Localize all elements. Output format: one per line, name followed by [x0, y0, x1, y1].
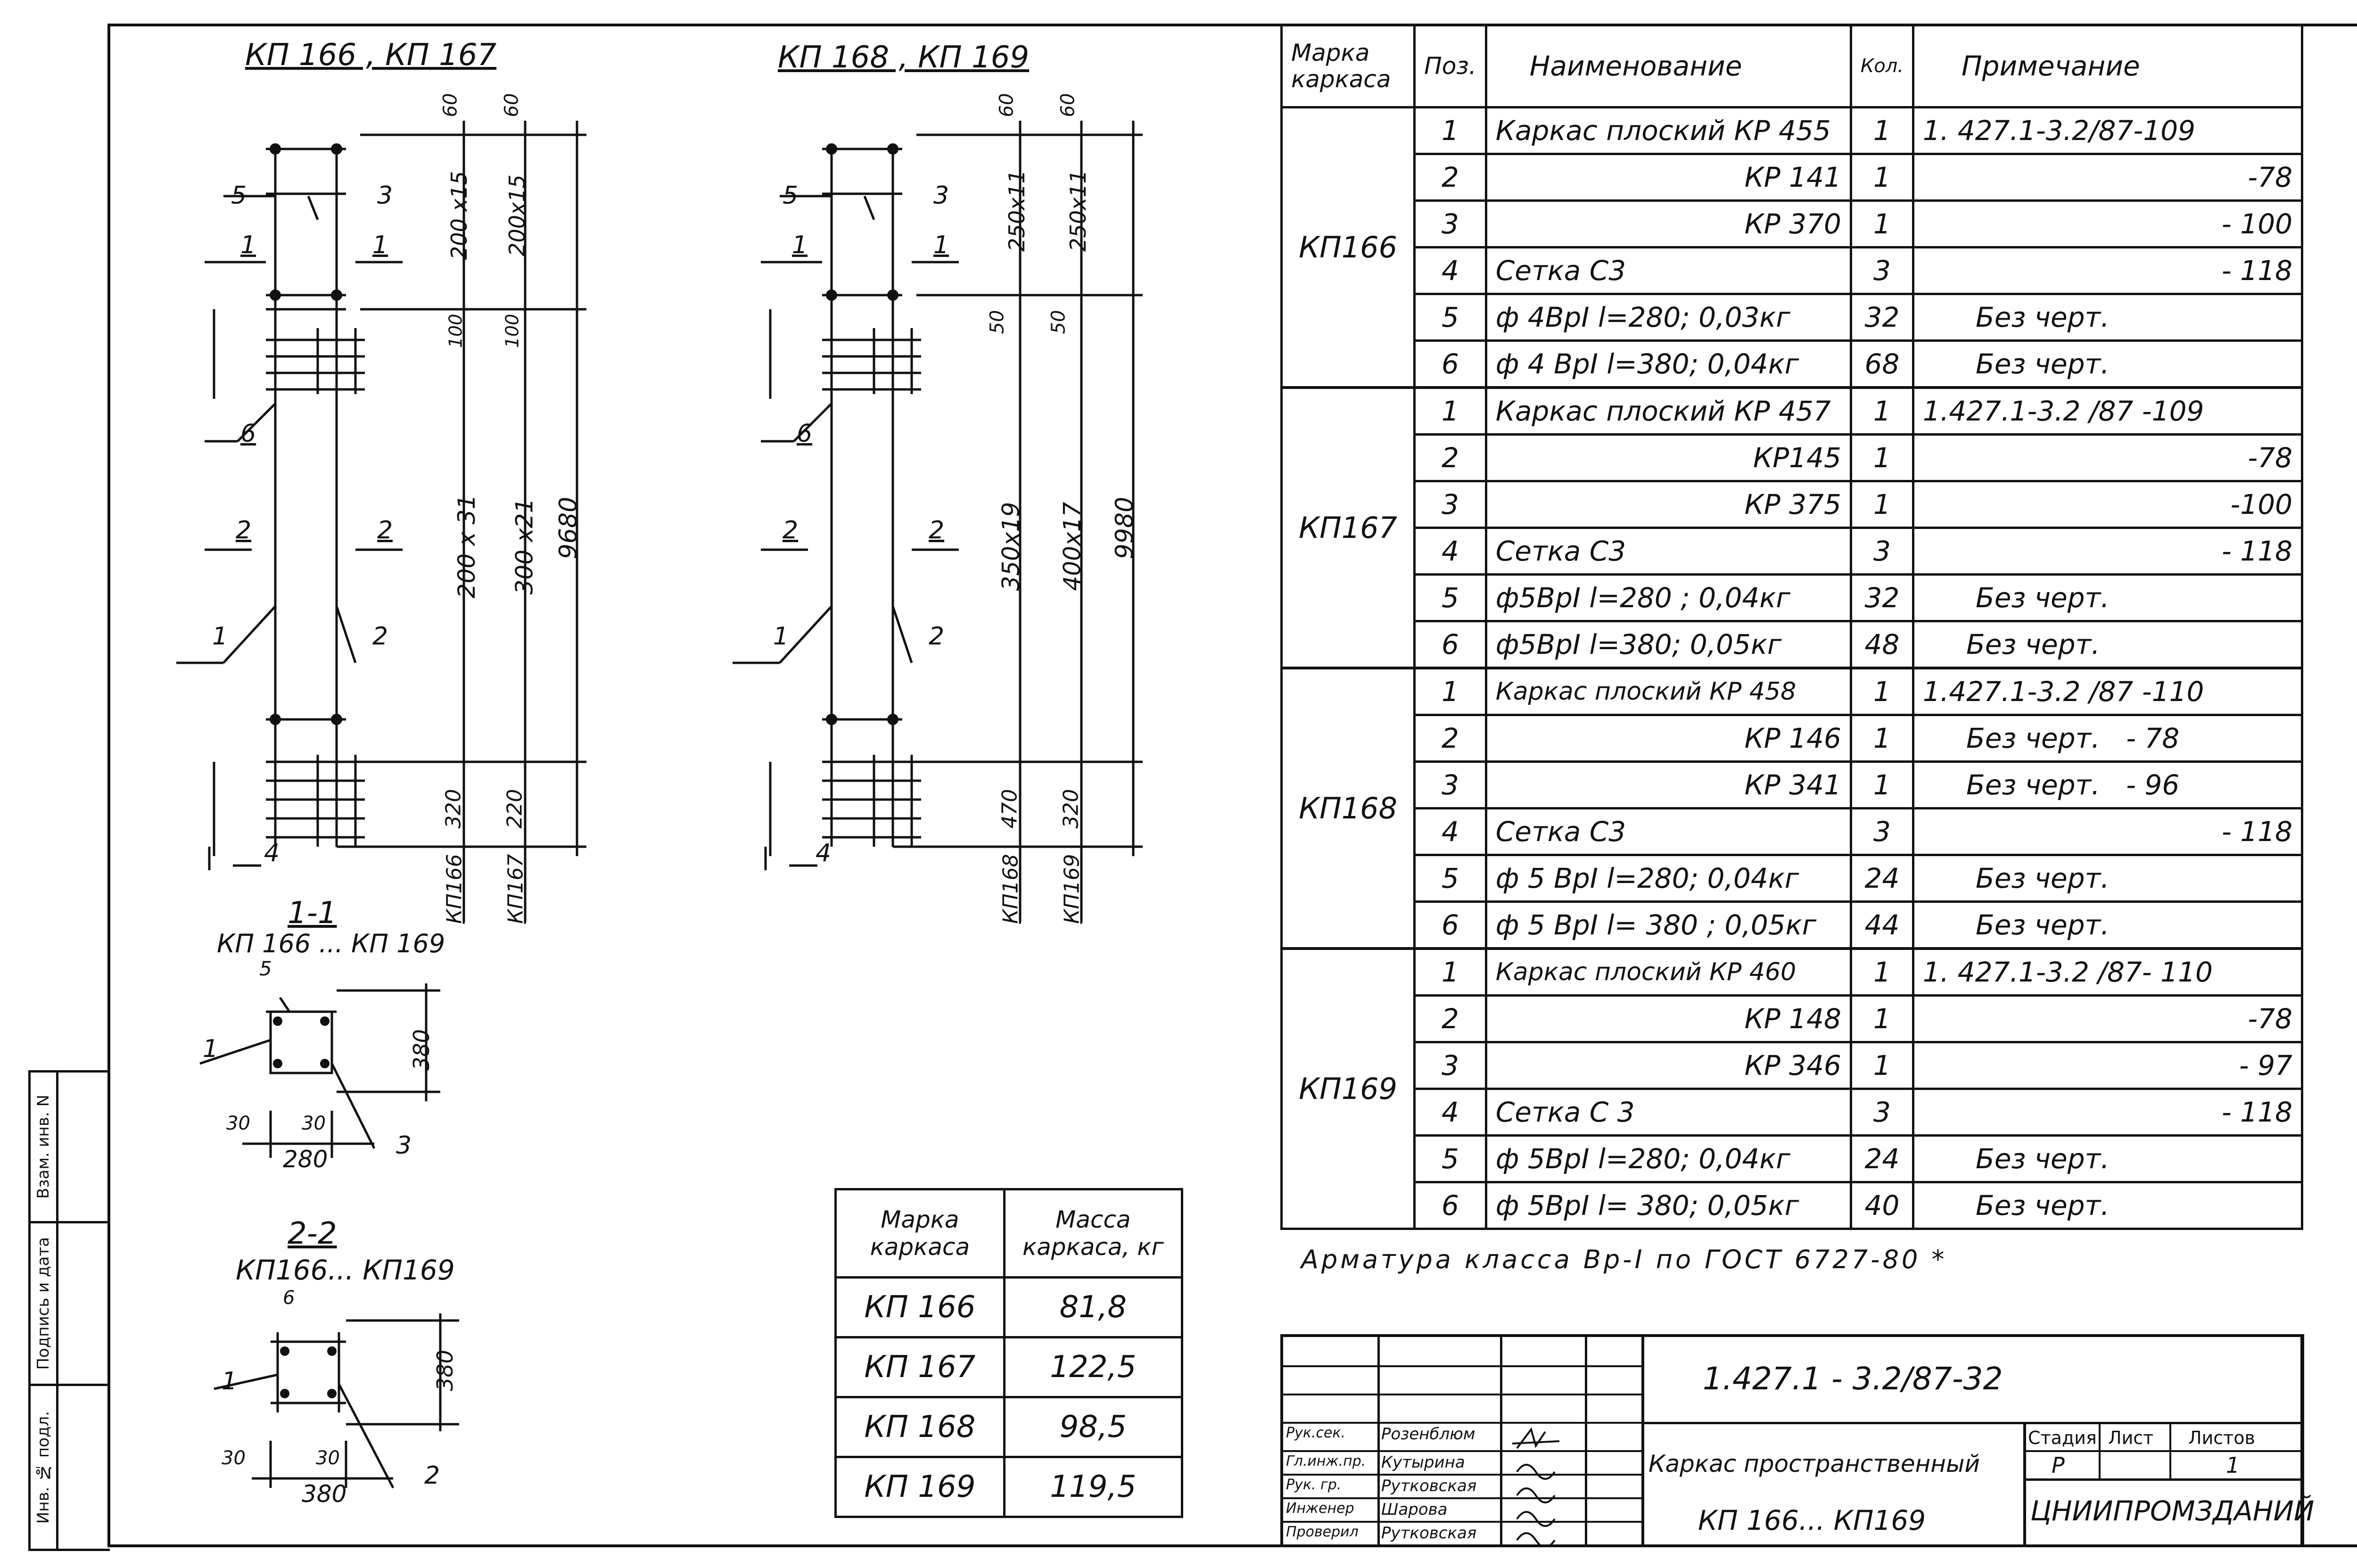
right-callout-5: 5 — [783, 182, 799, 210]
spec-qty: 1 — [1851, 435, 1913, 481]
spec-name: КР 141 — [1486, 154, 1851, 201]
left-dim-rows-a: 200 х15 — [446, 171, 472, 260]
left-callout-3: 3 — [377, 182, 393, 210]
stamp-person-5: Рутковская — [1381, 1524, 1477, 1543]
spec-row — [1282, 528, 2302, 575]
spec-name: КР 346 — [1486, 1042, 1851, 1089]
left-callout-1a: 1 — [240, 231, 256, 259]
spec-pos: 1 — [1415, 668, 1486, 715]
spec-note: Без черт. — [1913, 1136, 2302, 1182]
spec-name: Каркас плоский КР 460 — [1486, 949, 1851, 996]
spec-row — [1282, 1042, 2302, 1089]
spec-qty: 24 — [1851, 855, 1913, 902]
stamp-role-3: Рук. гр. — [1286, 1477, 1342, 1493]
spec-name: КР 148 — [1486, 996, 1851, 1042]
stamp-role-1: Рук.сек. — [1286, 1425, 1346, 1441]
spec-row — [1282, 248, 2302, 294]
section11-c2: 30 — [302, 1113, 326, 1134]
section22-callout-6: 6 — [283, 1287, 295, 1309]
spec-note: Без черт. — [1913, 621, 2302, 668]
spec-note: Без черт. - 78 — [1913, 715, 2302, 762]
spec-note: -100 — [1913, 481, 2302, 528]
spec-qty: 40 — [1851, 1182, 1913, 1229]
right-dim-bot-b: 320 — [1059, 789, 1083, 829]
spec-note: 1.427.1-3.2 /87 -109 — [1913, 388, 2302, 435]
spec-qty: 68 — [1851, 341, 1913, 388]
spec-row — [1282, 294, 2302, 341]
spec-note: -78 — [1913, 996, 2302, 1042]
spec-pos: 4 — [1415, 248, 1486, 294]
side-label-inventory: Инв. № подл. — [34, 1411, 53, 1524]
left-callout-2b: 2 — [377, 516, 393, 545]
stamp-sheets-label: Листов — [2188, 1428, 2255, 1448]
spec-group-mark: КП168 — [1282, 668, 1415, 949]
mass-row — [836, 1397, 1182, 1457]
mass-mark: КП 169 — [836, 1457, 1005, 1517]
stamp-document-code: 1.427.1 - 3.2/87-32 — [1703, 1361, 2003, 1397]
section11-title: 1-1 — [288, 896, 337, 931]
section22-height: 380 — [432, 1350, 458, 1391]
spec-row — [1282, 668, 2302, 715]
spec-note: - 100 — [1913, 201, 2302, 248]
spec-note: 1. 427.1-3.2/87-109 — [1913, 107, 2302, 154]
spec-note: Без черт. - 96 — [1913, 762, 2302, 809]
spec-pos: 4 — [1415, 1089, 1486, 1136]
left-dim-top-a: 60 — [439, 93, 462, 117]
spec-note: Без черт. — [1913, 1182, 2302, 1229]
spec-header-qty: Кол. — [1851, 25, 1913, 107]
spec-note: - 118 — [1913, 1089, 2302, 1136]
spec-row — [1282, 388, 2302, 435]
spec-qty: 3 — [1851, 248, 1913, 294]
spec-name: Каркас плоский КР 458 — [1486, 668, 1851, 715]
left-cage-title: КП 166 , КП 167 — [245, 38, 497, 73]
spec-row — [1282, 154, 2302, 201]
spec-header-pos: Поз. — [1415, 25, 1486, 107]
section22-c1: 30 — [222, 1447, 246, 1469]
spec-row — [1282, 107, 2302, 154]
section11-width: 280 — [283, 1146, 328, 1173]
mass-row — [836, 1457, 1182, 1517]
right-callout-1a: 1 — [792, 231, 808, 259]
spec-group-mark: КП167 — [1282, 388, 1415, 668]
spec-name: КР 370 — [1486, 201, 1851, 248]
spec-name: Сетка С 3 — [1486, 1089, 1851, 1136]
spec-row — [1282, 949, 2302, 996]
spec-note: - 118 — [1913, 248, 2302, 294]
spec-note: - 97 — [1913, 1042, 2302, 1089]
mass-value: 119,5 — [1004, 1457, 1182, 1517]
left-dim-rows-b: 200х15 — [504, 174, 530, 256]
spec-note: Без черт. — [1913, 294, 2302, 341]
right-mark-a: КП168 — [998, 854, 1023, 924]
spec-pos: 3 — [1415, 762, 1486, 809]
spec-name: КР 146 — [1486, 715, 1851, 762]
spec-pos: 5 — [1415, 855, 1486, 902]
spec-pos: 1 — [1415, 388, 1486, 435]
spec-row — [1282, 201, 2302, 248]
right-callout-2c: 2 — [929, 622, 945, 651]
right-callout-3: 3 — [933, 182, 949, 210]
spec-row — [1282, 1089, 2302, 1136]
spec-qty: 32 — [1851, 294, 1913, 341]
section22-callout-2: 2 — [424, 1461, 440, 1490]
mass-mark: КП 167 — [836, 1337, 1005, 1397]
mass-header-mass: Масса каркаса, кг — [1004, 1189, 1182, 1278]
mass-header-row — [836, 1189, 1182, 1278]
spec-name: КР145 — [1486, 435, 1851, 481]
spec-qty: 1 — [1851, 107, 1913, 154]
section22-callout-1: 1 — [222, 1367, 238, 1395]
spec-qty: 1 — [1851, 762, 1913, 809]
mass-header-mark: Марка каркаса — [836, 1189, 1005, 1278]
side-label-signature: Подпись и дата — [34, 1237, 53, 1370]
spec-row — [1282, 481, 2302, 528]
spec-pos: 2 — [1415, 154, 1486, 201]
spec-name: ф 5 ВрI l=280; 0,04кг — [1486, 855, 1851, 902]
side-stamp — [28, 1070, 110, 1551]
spec-qty: 1 — [1851, 388, 1913, 435]
stamp-role-5: Проверил — [1286, 1524, 1359, 1540]
stamp-person-1: Розенблюм — [1381, 1425, 1475, 1444]
spec-qty: 1 — [1851, 949, 1913, 996]
section11-callout-5: 5 — [259, 957, 272, 980]
spec-note: 1.427.1-3.2 /87 -110 — [1913, 668, 2302, 715]
spec-name: КР 375 — [1486, 481, 1851, 528]
right-dim-gap-a: 50 — [986, 310, 1008, 334]
left-dim-total: 9680 — [554, 496, 583, 560]
left-callout-2a: 2 — [236, 516, 252, 545]
spec-row — [1282, 1182, 2302, 1229]
spec-pos: 5 — [1415, 294, 1486, 341]
section22-c2: 30 — [316, 1447, 340, 1469]
spec-name: ф5ВрI l=380; 0,05кг — [1486, 621, 1851, 668]
right-mark-b: КП169 — [1060, 854, 1084, 924]
spec-name: Сетка С3 — [1486, 248, 1851, 294]
stamp-sheets-value: 1 — [2226, 1452, 2240, 1478]
left-dim-top-b: 60 — [501, 93, 523, 117]
mass-value: 81,8 — [1004, 1278, 1182, 1337]
spec-pos: 4 — [1415, 809, 1486, 855]
spec-name: ф5ВрI l=280 ; 0,04кг — [1486, 575, 1851, 621]
spec-name: ф 5 ВрI l= 380 ; 0,05кг — [1486, 902, 1851, 949]
spec-qty: 24 — [1851, 1136, 1913, 1182]
section11-c1: 30 — [226, 1113, 250, 1134]
side-label-exchange: Взам. инв. N — [34, 1095, 53, 1199]
stamp-organization: ЦНИИПРОМЗДАНИЙ — [2030, 1495, 2315, 1527]
spec-header-mark: Марка каркаса — [1282, 25, 1415, 107]
right-callout-4: 4 — [816, 839, 832, 867]
spec-pos: 5 — [1415, 575, 1486, 621]
right-dim-rows-b: 250х11 — [1065, 170, 1091, 252]
spec-name: КР 341 — [1486, 762, 1851, 809]
spec-note: - 118 — [1913, 809, 2302, 855]
spec-row — [1282, 902, 2302, 949]
spec-qty: 1 — [1851, 996, 1913, 1042]
left-callout-1b: 1 — [372, 231, 388, 259]
section22-width: 380 — [302, 1480, 347, 1508]
spec-note: Без черт. — [1913, 902, 2302, 949]
section22-title: 2-2 — [288, 1216, 337, 1251]
left-callout-5: 5 — [231, 182, 247, 210]
left-dim-span-a: 200 х 31 — [453, 494, 481, 599]
mass-row — [836, 1337, 1182, 1397]
section11-height: 380 — [408, 1029, 434, 1071]
spec-pos: 4 — [1415, 528, 1486, 575]
spec-qty: 1 — [1851, 1042, 1913, 1089]
spec-note: 1. 427.1-3.2 /87- 110 — [1913, 949, 2302, 996]
mass-table — [834, 1188, 1183, 1518]
right-callout-6: 6 — [797, 420, 813, 448]
spec-qty: 32 — [1851, 575, 1913, 621]
spec-row — [1282, 575, 2302, 621]
section11-callout-1: 1 — [203, 1035, 219, 1063]
spec-pos: 3 — [1415, 201, 1486, 248]
spec-row — [1282, 996, 2302, 1042]
spec-group-mark: КП169 — [1282, 949, 1415, 1229]
title-block — [1280, 1334, 2315, 1547]
spec-pos: 6 — [1415, 621, 1486, 668]
spec-row — [1282, 435, 2302, 481]
stamp-stage-value: Р — [2052, 1452, 2065, 1478]
spec-header-note: Примечание — [1913, 25, 2302, 107]
spec-note: Без черт. — [1913, 341, 2302, 388]
spec-row — [1282, 762, 2302, 809]
left-dim-gap-a: 100 — [445, 314, 466, 348]
right-callout-1c: 1 — [773, 622, 789, 651]
spec-row — [1282, 1136, 2302, 1182]
left-mark-b: КП167 — [503, 854, 528, 924]
spec-qty: 1 — [1851, 154, 1913, 201]
spec-pos: 5 — [1415, 1136, 1486, 1182]
spec-pos: 1 — [1415, 949, 1486, 996]
spec-header-row — [1282, 25, 2302, 107]
spec-name: Сетка С3 — [1486, 809, 1851, 855]
spec-pos: 3 — [1415, 1042, 1486, 1089]
stamp-role-2: Гл.инж.пр. — [1286, 1453, 1366, 1469]
spec-pos: 3 — [1415, 481, 1486, 528]
right-dim-span-b: 400х17 — [1058, 502, 1086, 591]
mass-mark: КП 168 — [836, 1397, 1005, 1457]
stamp-sheet-label: Лист — [2108, 1428, 2154, 1448]
right-callout-1b: 1 — [933, 231, 949, 259]
section22-subtitle: КП166... КП169 — [236, 1254, 455, 1286]
right-callout-2a: 2 — [783, 516, 799, 545]
spec-note: -78 — [1913, 435, 2302, 481]
left-callout-6: 6 — [240, 420, 256, 448]
stamp-title-line2: КП 166... КП169 — [1698, 1504, 1926, 1536]
spec-note: -78 — [1913, 154, 2302, 201]
spec-qty: 1 — [1851, 715, 1913, 762]
spec-name: Каркас плоский КР 455 — [1486, 107, 1851, 154]
spec-pos: 1 — [1415, 107, 1486, 154]
stamp-person-4: Шарова — [1381, 1500, 1448, 1519]
spec-row — [1282, 621, 2302, 668]
spec-pos: 6 — [1415, 1182, 1486, 1229]
spec-note: - 118 — [1913, 528, 2302, 575]
spec-pos: 6 — [1415, 341, 1486, 388]
left-dim-gap-b: 100 — [502, 314, 523, 348]
spec-row — [1282, 855, 2302, 902]
spec-qty: 1 — [1851, 481, 1913, 528]
right-dim-top-a: 60 — [996, 93, 1018, 117]
spec-pos: 2 — [1415, 996, 1486, 1042]
right-dim-top-b: 60 — [1057, 93, 1079, 117]
spec-row — [1282, 809, 2302, 855]
spec-qty: 3 — [1851, 528, 1913, 575]
spec-row — [1282, 341, 2302, 388]
spec-table — [1280, 24, 2303, 1230]
left-dim-bot-b: 220 — [503, 789, 527, 829]
right-dim-bot-a: 470 — [997, 789, 1022, 829]
spec-name: ф 5ВрI l=280; 0,04кг — [1486, 1136, 1851, 1182]
left-dim-bot-a: 320 — [441, 789, 466, 829]
spec-name: Сетка С3 — [1486, 528, 1851, 575]
rebar-class-note: Арматура класса Вр-I по ГОСТ 6727-80 * — [1301, 1245, 1947, 1274]
right-dim-rows-a: 250х11 — [1004, 170, 1030, 252]
left-callout-1c: 1 — [212, 622, 228, 651]
left-mark-a: КП166 — [442, 854, 467, 924]
spec-qty: 3 — [1851, 809, 1913, 855]
right-cage-title: КП 168 , КП 169 — [778, 40, 1030, 75]
spec-name: ф 5ВрI l= 380; 0,05кг — [1486, 1182, 1851, 1229]
right-callout-2b: 2 — [929, 516, 945, 545]
spec-name: ф 4 ВрI l=380; 0,04кг — [1486, 341, 1851, 388]
spec-qty: 44 — [1851, 902, 1913, 949]
stamp-person-3: Рутковская — [1381, 1477, 1477, 1495]
stamp-signatures — [1503, 1425, 1583, 1545]
right-dim-span-a: 350х19 — [997, 502, 1025, 591]
left-callout-2c: 2 — [372, 622, 388, 651]
spec-pos: 2 — [1415, 715, 1486, 762]
spec-qty: 1 — [1851, 201, 1913, 248]
spec-qty: 3 — [1851, 1089, 1913, 1136]
spec-header-name: Наименование — [1486, 25, 1851, 107]
stamp-person-2: Кутырина — [1381, 1453, 1465, 1472]
spec-pos: 6 — [1415, 902, 1486, 949]
spec-qty: 1 — [1851, 668, 1913, 715]
mass-mark: КП 166 — [836, 1278, 1005, 1337]
spec-qty: 48 — [1851, 621, 1913, 668]
right-dim-gap-b: 50 — [1047, 310, 1070, 334]
spec-row — [1282, 715, 2302, 762]
left-callout-4: 4 — [264, 839, 280, 867]
section11-callout-3: 3 — [396, 1131, 412, 1160]
right-dim-total: 9980 — [1111, 496, 1139, 560]
stamp-title-line1: Каркас пространственный — [1648, 1450, 1980, 1477]
mass-row — [836, 1278, 1182, 1337]
spec-note: Без черт. — [1913, 855, 2302, 902]
section11-subtitle: КП 166 ... КП 169 — [217, 929, 445, 958]
stamp-stage-label: Стадия — [2028, 1428, 2097, 1448]
mass-value: 122,5 — [1004, 1337, 1182, 1397]
spec-pos: 2 — [1415, 435, 1486, 481]
spec-note: Без черт. — [1913, 575, 2302, 621]
spec-group-mark: КП166 — [1282, 107, 1415, 388]
stamp-role-4: Инженер — [1286, 1500, 1354, 1517]
spec-name: ф 4ВрI l=280; 0,03кг — [1486, 294, 1851, 341]
mass-value: 98,5 — [1004, 1397, 1182, 1457]
left-dim-span-b: 300 х21 — [511, 498, 538, 595]
spec-name: Каркас плоский КР 457 — [1486, 388, 1851, 435]
